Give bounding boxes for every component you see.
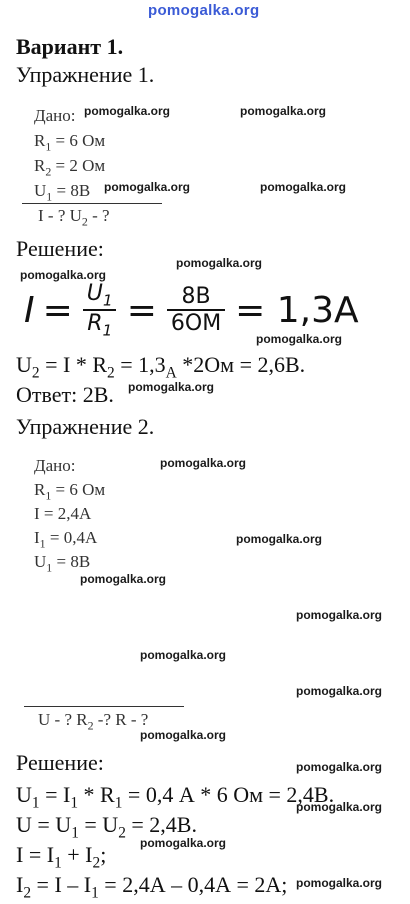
given-item: I = 2,4А <box>34 504 92 523</box>
watermark: pomogalka.org <box>140 648 227 662</box>
watermark: pomogalka.org <box>160 456 247 470</box>
exercise2-title: Упражнение 2. <box>16 414 155 439</box>
watermark: pomogalka.org <box>80 572 167 586</box>
given-divider <box>22 203 162 204</box>
solution-label: Решение: <box>16 236 104 261</box>
ohm-formula: I = $\frac{U_1}{R_1}$ = $\frac{8В}{6ОМ}$ = 1,3А <box>24 280 359 340</box>
watermark: pomogalka.org <box>236 532 323 546</box>
solution-line: $I_2 = I - I_1 = 2,4А - 0,4А = 2А$; <box>16 872 288 902</box>
watermark: pomogalka.org <box>296 684 383 698</box>
given-item: $U_1 = 8В$ <box>34 552 91 575</box>
given-divider <box>24 706 184 707</box>
given-item: $I_1 = 0,4А$ <box>34 528 98 551</box>
variant-title: Вариант 1. <box>16 34 124 59</box>
formula-result: = 1,3А <box>235 289 359 331</box>
watermark: pomogalka.org <box>104 180 191 194</box>
answer-line: Ответ: 2В. <box>16 382 114 407</box>
watermark: pomogalka.org <box>140 728 227 742</box>
watermark: pomogalka.org <box>256 332 343 346</box>
watermark-top[interactable]: pomogalka.org <box>148 2 260 19</box>
formula-lhs: I <box>24 289 35 331</box>
given-label: Дано: <box>34 456 76 475</box>
watermark: pomogalka.org <box>128 380 215 394</box>
fraction-symbolic: $\frac{U_1}{R_1}$ <box>83 281 117 340</box>
watermark: pomogalka.org <box>296 608 383 622</box>
u2-line: $U_2 = I * R_2 = 1,3_А$ *2Ом = 2,6В. <box>16 352 306 382</box>
fraction-numeric: $\frac{8В}{6ОМ}$ <box>167 284 225 336</box>
exercise1-title: Упражнение 1. <box>16 62 155 87</box>
watermark: pomogalka.org <box>296 800 383 814</box>
watermark: pomogalka.org <box>240 104 327 118</box>
solution-line: $U_1 = I_1 * R_1 = 0,4$ А * 6 Ом = 2,4В. <box>16 782 335 812</box>
solution-line: $U = U_1 = U_2 = 2,4В$. <box>16 812 197 842</box>
find-line: I - ? $U_2$ - ? <box>38 206 110 229</box>
watermark: pomogalka.org <box>20 268 107 282</box>
given-item: $R_1 = 6$ Ом <box>34 480 106 503</box>
watermark: pomogalka.org <box>84 104 171 118</box>
given-item: $R_2 = 2$ Ом <box>34 156 106 179</box>
solution-label: Решение: <box>16 750 104 775</box>
watermark: pomogalka.org <box>296 760 383 774</box>
watermark: pomogalka.org <box>140 836 227 850</box>
watermark: pomogalka.org <box>176 256 263 270</box>
find-line: U - ? $R_2$ -? R - ? <box>38 710 149 733</box>
solution-line: $I = I_1 + I_2$; <box>16 842 107 872</box>
watermark: pomogalka.org <box>260 180 347 194</box>
given-item: $R_1 = 6$ Ом <box>34 131 106 154</box>
given-label: Дано: <box>34 106 76 125</box>
given-item: $U_1 = 8В$ <box>34 181 91 204</box>
watermark: pomogalka.org <box>296 876 383 890</box>
